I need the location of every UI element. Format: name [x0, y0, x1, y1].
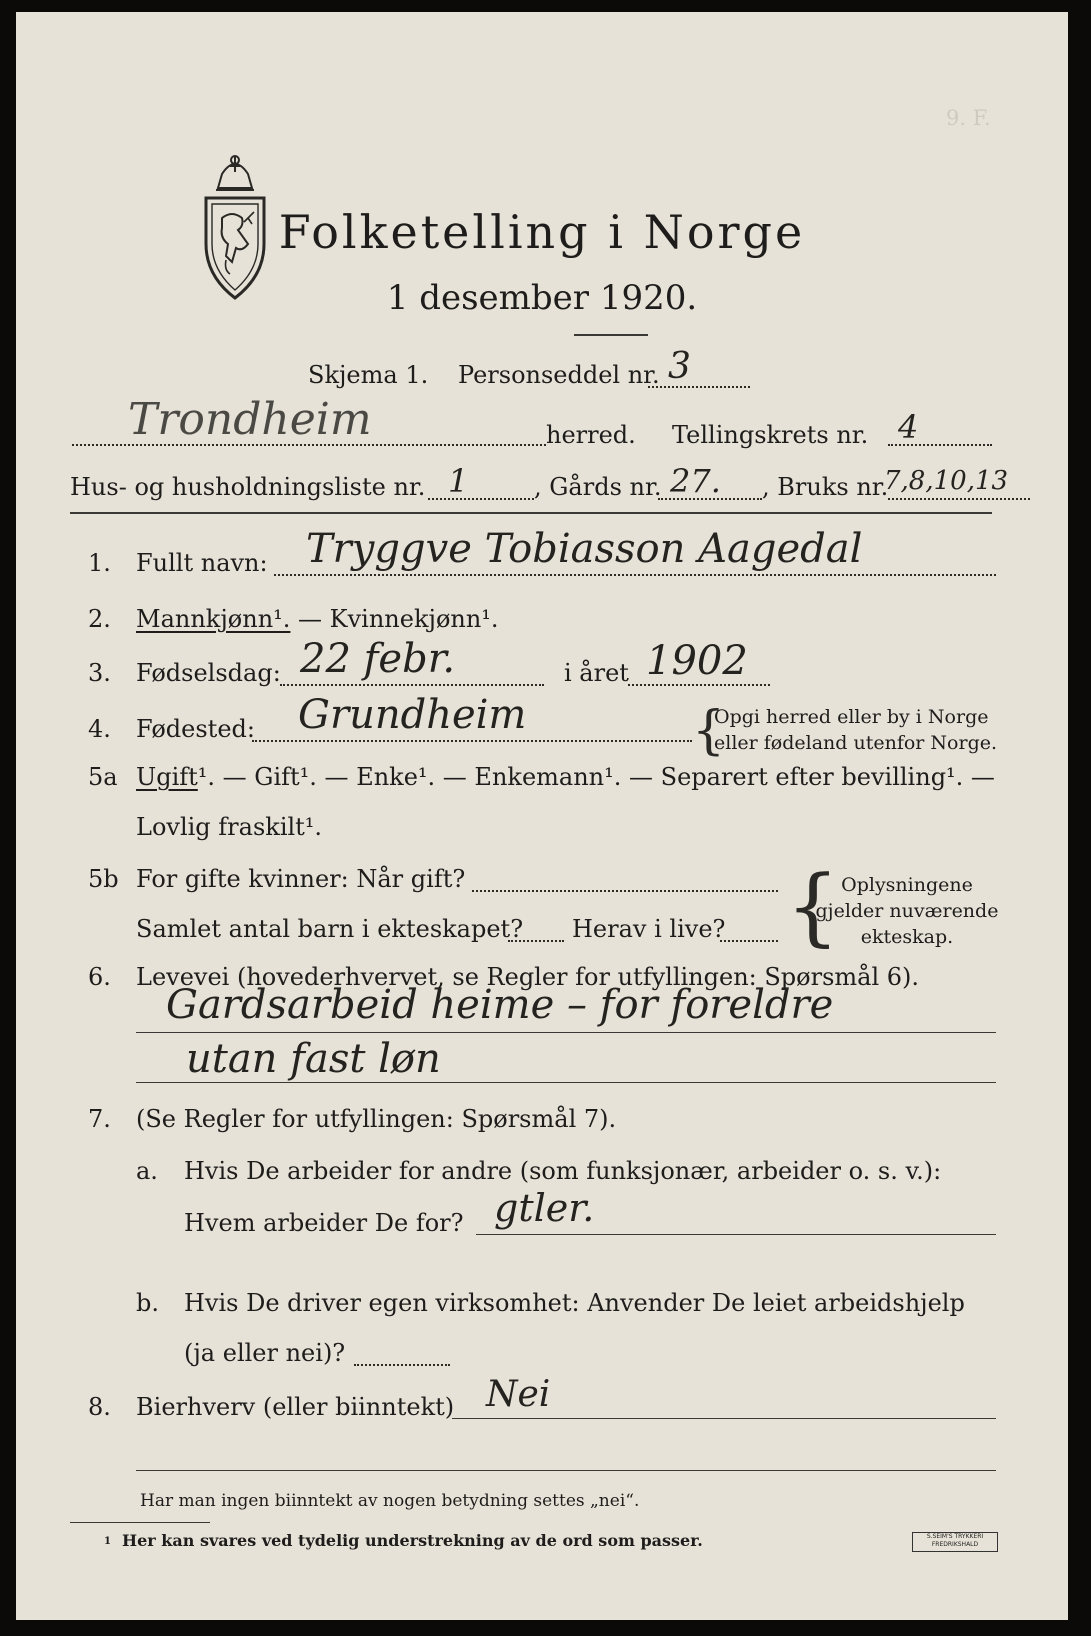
household-list-value: 1: [448, 462, 469, 500]
q1-label: Fullt navn:: [136, 549, 268, 577]
birth-year-field[interactable]: [628, 684, 770, 686]
gards-label: , Gårds nr.: [534, 473, 662, 501]
q3-label: Fødselsdag:: [136, 659, 281, 687]
full-name-field[interactable]: [274, 574, 996, 576]
side-income-field[interactable]: [452, 1418, 996, 1419]
side-income-value: Nei: [486, 1374, 551, 1415]
q7b-answer-label: (ja eller nei)?: [184, 1339, 346, 1367]
q5b-note-brace: {: [786, 857, 840, 955]
q2-number: 2.: [88, 605, 111, 633]
gender-male-option[interactable]: Mannkjønn¹.: [136, 605, 291, 633]
children-alive-field[interactable]: [720, 940, 778, 942]
gards-value: 27.: [670, 462, 721, 500]
q5b-children-label: Samlet antal barn i ekteskapet?: [136, 915, 524, 943]
birthday-field[interactable]: [280, 684, 544, 686]
herred-label: herred.: [546, 421, 636, 449]
marital-status-options: [136, 762, 995, 792]
side-income-line2[interactable]: [136, 1470, 996, 1471]
birth-year-value: 1902: [646, 638, 748, 684]
q7b-letter: b.: [136, 1289, 159, 1317]
q5b-number: 5b: [88, 865, 119, 893]
married-date-field[interactable]: [472, 890, 778, 892]
q5b-married-label: For gifte kvinner: Når gift?: [136, 865, 466, 893]
children-count-field[interactable]: [508, 940, 564, 942]
occupation-line2[interactable]: [136, 1082, 996, 1083]
q5b-note-line3: ekteskap.: [860, 926, 954, 948]
title-divider: [574, 334, 648, 336]
footnote-mark: 1: [104, 1536, 111, 1547]
birth-year-label: i året: [564, 659, 629, 687]
form-title: Folketelling i Norge: [278, 205, 806, 259]
q4-number: 4.: [88, 715, 111, 743]
gender-separator: —: [290, 605, 330, 633]
bruks-label: , Bruks nr.: [762, 473, 889, 501]
birthday-value: 22 febr.: [300, 636, 456, 682]
q5b-alive-label: Herav i live?: [572, 915, 726, 943]
hired-help-field[interactable]: [354, 1364, 450, 1366]
occupation-value-line1: Gardsarbeid heime – for foreldre: [166, 982, 834, 1028]
printer-stamp: S.SEIM'S TRYKKERI FREDRIKSHALD: [912, 1532, 998, 1552]
occupation-line1[interactable]: [136, 1032, 996, 1033]
q4-label: Fødested:: [136, 715, 255, 743]
q7a-employer-label: Hvem arbeider De for?: [184, 1209, 464, 1237]
header-divider: [70, 512, 992, 514]
personseddel-label: Personseddel nr.: [458, 361, 660, 389]
full-name-value: Tryggve Tobiasson Aagedal: [306, 526, 863, 572]
q5b-note-line1: Oplysningene: [841, 874, 973, 896]
q8-label: Bierhverv (eller biinntekt): [136, 1393, 455, 1421]
footnote-divider: [70, 1522, 210, 1523]
q7a-question: Hvis De arbeider for andre (som funksjonær, arbeider o. s. v.):: [184, 1157, 942, 1185]
q4-note-brace: {: [692, 701, 726, 761]
q7a-letter: a.: [136, 1157, 158, 1185]
marital-ugift-option[interactable]: Ugift: [136, 763, 198, 791]
q4-note-line2: eller fødeland utenfor Norge.: [714, 732, 998, 754]
bruks-field[interactable]: [888, 498, 1030, 500]
census-form-sheet: [16, 12, 1068, 1620]
q5a-number: 5a: [88, 763, 118, 791]
q7b-question: Hvis De driver egen virksomhet: Anvender De leiet arbeidshjelp: [184, 1289, 965, 1317]
q3-number: 3.: [88, 659, 111, 687]
q7-number: 7.: [88, 1105, 111, 1133]
q5b-note-line2: gjelder nuværende: [815, 900, 999, 922]
q4-note-line1: Opgi herred eller by i Norge: [714, 706, 989, 728]
marital-other-options[interactable]: ¹. — Gift¹. — Enke¹. — Enkemann¹. — Separert efter bevilling¹. —: [197, 763, 995, 791]
gender-options: [136, 604, 499, 634]
occupation-value-line2: utan fast løn: [186, 1036, 441, 1082]
q7-label: (Se Regler for utfyllingen: Spørsmål 7).: [136, 1105, 617, 1133]
q1-number: 1.: [88, 549, 111, 577]
gender-female-option[interactable]: Kvinnekjønn¹.: [329, 605, 499, 633]
marital-divorced-option[interactable]: Lovlig fraskilt¹.: [136, 813, 323, 841]
employer-field[interactable]: [476, 1234, 996, 1235]
q6-label: Levevei (hovederhvervet, se Regler for utfyllingen: Spørsmål 6).: [136, 963, 920, 991]
schema-label: Skjema 1.: [308, 361, 429, 389]
herred-value: Trondheim: [128, 394, 372, 445]
employer-value: gtler.: [494, 1186, 595, 1230]
household-list-field[interactable]: [428, 498, 534, 500]
tellingskrets-value: 4: [898, 408, 919, 446]
footer-note: Har man ingen biinntekt av nogen betydning settes „nei“.: [140, 1491, 640, 1511]
form-date: 1 desember 1920.: [386, 278, 698, 318]
bleed-through-text: 9. F.: [946, 106, 991, 130]
personseddel-value: 3: [668, 346, 691, 387]
personseddel-field[interactable]: [648, 386, 750, 388]
tellingskrets-label: Tellingskrets nr.: [672, 421, 869, 449]
birthplace-field[interactable]: [252, 740, 692, 742]
bruks-value: 7,8,10,13: [884, 466, 1009, 496]
birthplace-value: Grundheim: [298, 692, 527, 738]
footnote-text: Her kan svares ved tydelig understrekning av de ord som passer.: [122, 1531, 703, 1550]
household-list-label: Hus- og husholdningsliste nr.: [70, 473, 426, 501]
q8-number: 8.: [88, 1393, 111, 1421]
q6-number: 6.: [88, 963, 111, 991]
